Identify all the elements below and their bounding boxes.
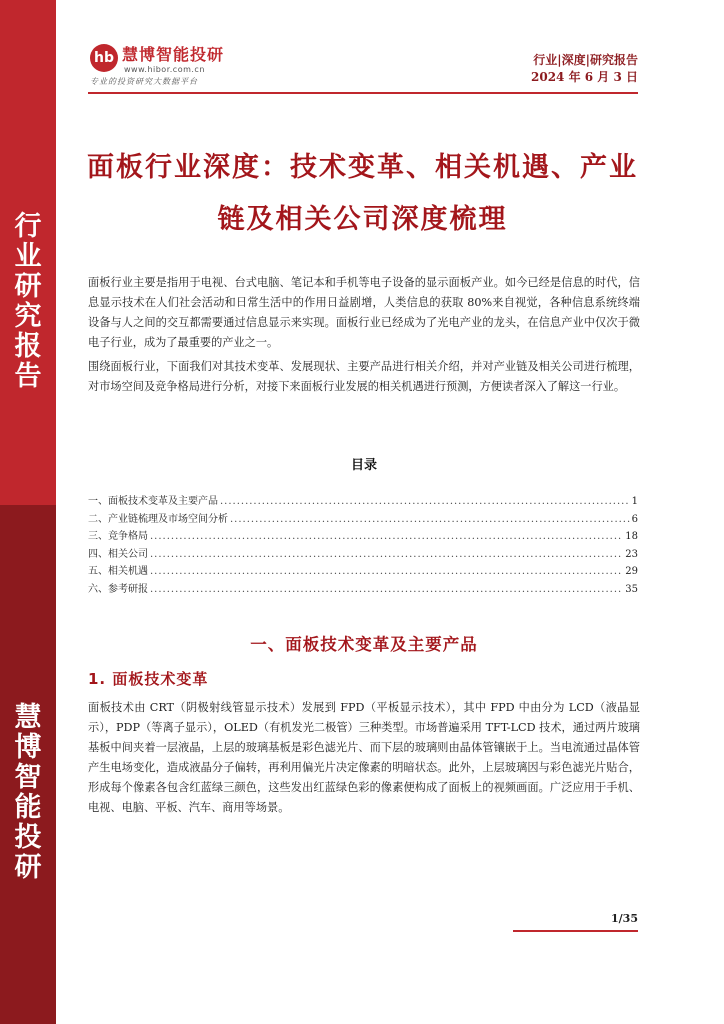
toc-item-label: 二、产业链梳理及市场空间分析 [88,513,228,525]
toc-leader [220,493,630,511]
toc-item-page: 29 [625,566,638,577]
header-meta [531,52,638,86]
side-label-brand: 慧博智能投研 [14,702,42,883]
toc-item-label: 一、面板技术变革及主要产品 [88,496,218,507]
toc-item-label: 三、竞争格局 [88,531,148,542]
side-label-report: 行业研究报告 [14,211,42,392]
report-date: 2024 年 6 月 3 日 [531,70,638,84]
toc-item[interactable] [88,528,638,546]
logo-url: www.hibor.com.cn [124,65,205,74]
toc-item[interactable] [88,511,638,529]
section-title: 一、面板技术变革及主要产品 [250,635,478,654]
toc-leader [150,528,623,546]
page-number: 1/35 [611,912,638,925]
footer-divider [513,930,638,932]
logo-icon: hb [90,44,118,72]
toc-item-page: 1 [631,496,638,507]
intro-paragraph-1: 面板行业主要是指用于电视、台式电脑、笔记本和手机等电子设备的显示面板产业。如今已经是信息的时代，信息显示技术在人们社会活动和日常生活中的作用日益剧增，人类信息的获取 80%来自视觉，各种信息系统终端设备与人之间的交互都需要通过信息显示来实现。面板行业已经成为了光电产业的龙头，在信息产业中仅次于微电子行业，成为了最重要的产业之一。 [88,276,640,349]
toc-item[interactable] [88,493,638,511]
toc-item-label: 六、参考研报 [88,583,148,595]
page-title [80,142,645,246]
toc-leader [150,563,623,581]
toc-item-page: 6 [631,513,638,525]
report-type: 行业|深度|研究报告 [533,53,638,67]
toc-item-page: 18 [625,531,638,542]
toc-item[interactable] [88,581,638,599]
toc-leader [230,511,630,529]
toc-item-label: 四、相关公司 [88,548,148,560]
toc-title: 目录 [350,458,377,473]
section-paragraph: 面板技术由 CRT（阴极射线管显示技术）发展到 FPD（平板显示技术），其中 FPD 中由分为 LCD（液晶显示），PDP（等离子显示），OLED（有机发光二极管）三种类型。市场普遍采用 TFT-LCD 技术，通过两片玻璃基板中间夹着一层液晶，上层的玻璃基板是彩色滤光片、而下层的玻璃则由晶体管镶嵌于上。当电流通过晶体管产生电场变化，造成液晶分子偏转，再利用偏光片决定像素的明暗状态。此外，上层玻璃因与彩色滤光片贴合，形成每个像素各包含红蓝绿三颜色，这些发出红蓝绿色彩的像素便构成了面板上的视频画面。广泛应用于手机、电视、电脑、平板、汽车、商用等场景。 [88,701,640,814]
header-divider [88,92,638,94]
toc-item-page: 23 [625,548,638,560]
toc-item-label: 五、相关机遇 [88,566,148,577]
logo [88,40,288,90]
toc-item[interactable] [88,563,638,581]
logo-name: 慧博智能投研 [122,45,225,64]
intro-paragraph-2: 围绕面板行业，下面我们对其技术变革、发展现状、主要产品进行相关介绍，并对产业链及相关公司进行梳理，对市场空间及竞争格局进行分析，对接下来面板行业发展的相关机遇进行预测，方便读者深入了解这一行业。 [88,360,640,393]
side-band [0,0,56,1024]
toc-item[interactable] [88,546,638,564]
toc-leader [150,581,623,599]
toc-leader [150,546,623,564]
logo-slogan: 专业的投资研究大数据平台 [90,77,198,86]
title-line-1: 面板行业深度：技术变革、相关机遇、产业 [87,152,638,183]
subsection-title: 1. 面板技术变革 [88,670,209,688]
toc-item-page: 35 [625,583,638,595]
title-line-2: 链及相关公司深度梳理 [217,204,508,235]
table-of-contents [88,493,638,598]
